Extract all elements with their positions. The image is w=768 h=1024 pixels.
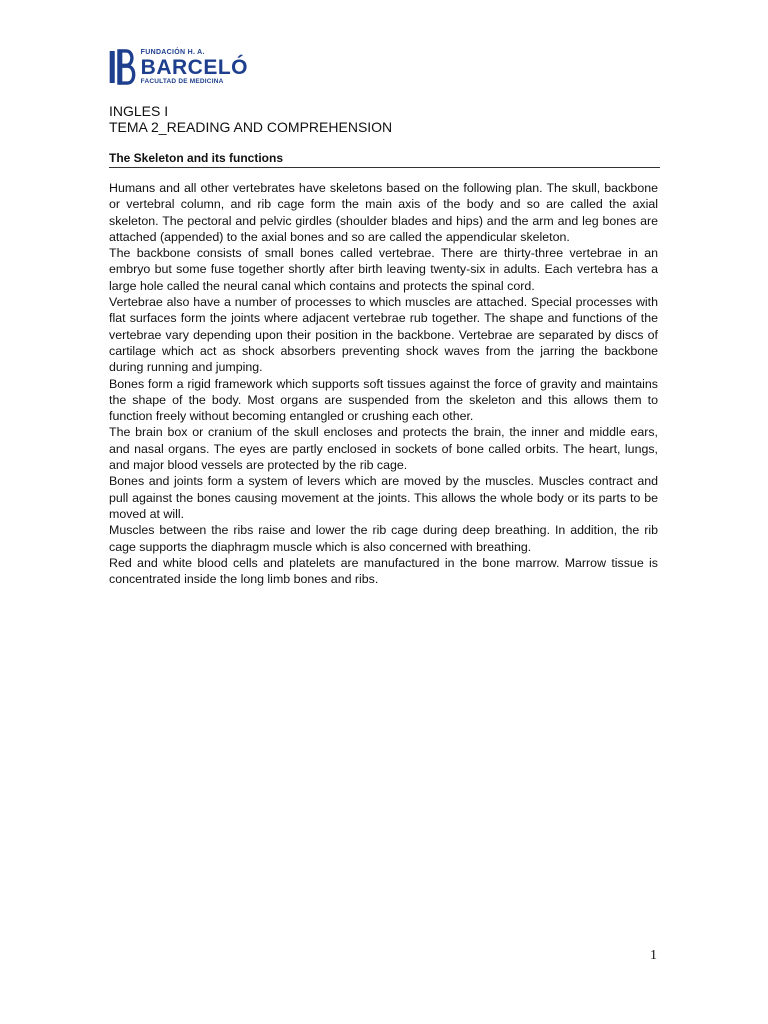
unit-title: TEMA 2_READING AND COMPREHENSION	[109, 119, 393, 135]
paragraph: Bones and joints form a system of levers which are moved by the muscles. Muscles contract and pull against the bones causing movement at the joints. This allows the whole body or its parts to be moved at will.	[109, 474, 658, 521]
paragraph: Humans and all other vertebrates have skeletons based on the following plan. The skull, backbone or vertebral column, and rib cage form the main axis of the body and so are called the axial skeleton. The pectoral and pelvic girdles (shoulder blades and hips) and the arm and leg bones are attached (appended) to the axial bones and so are called the appendicular skeleton.	[109, 181, 658, 244]
institution-logo	[108, 42, 248, 92]
fundacion-barcelo-logo-icon	[108, 44, 137, 90]
paragraph: Muscles between the ribs raise and lower the rib cage during deep breathing. In addition, the rib cage supports the diaphragm muscle which is also concerned with breathing.	[109, 523, 658, 554]
article-title: The Skeleton and its functions	[109, 151, 660, 168]
logo-bottom-line: FACULTAD DE MEDICINA	[140, 77, 224, 85]
paragraph: Bones form a rigid framework which supports soft tissues against the force of gravity and maintains the shape of the body. Most organs are suspended from the skeleton and this allows them to function freely without becoming entangled or crushing each other.	[109, 376, 658, 424]
paragraph: The backbone consists of small bones called vertebrae. There are thirty-three vertebrae in an embryo but some fuse together shortly after birth leaving twenty-six in adults. Each vertebra has a large hole called the neural canal which contains and protects the spinal cord.	[109, 246, 658, 293]
page-number: 1	[650, 948, 657, 963]
paragraph: Vertebrae also have a number of processes to which muscles are attached. Special processes with flat surfaces form the joints where adjacent vertebrae rub together. The shape and functions of the vertebrae vary depending upon their position in the backbone. Vertebrae are separated by discs of cartilage which act as shock absorbers preventing shock waves from the jarring the backbone during running and jumping.	[109, 295, 658, 375]
logo-name: BARCELÓ	[140, 55, 248, 79]
article-body	[109, 180, 658, 587]
course-title: INGLES I	[109, 103, 169, 119]
paragraph: Red and white blood cells and platelets are manufactured in the bone marrow. Marrow tissue is concentrated inside the long limb bones and ribs.	[109, 555, 658, 587]
logo-top-line: FUNDACIÓN H. A.	[140, 48, 205, 56]
paragraph: The brain box or cranium of the skull encloses and protects the brain, the inner and middle ears, and nasal organs. The eyes are partly enclosed in sockets of bone called orbits. The heart, lungs, and major blood vessels are protected by the rib cage.	[109, 425, 658, 473]
